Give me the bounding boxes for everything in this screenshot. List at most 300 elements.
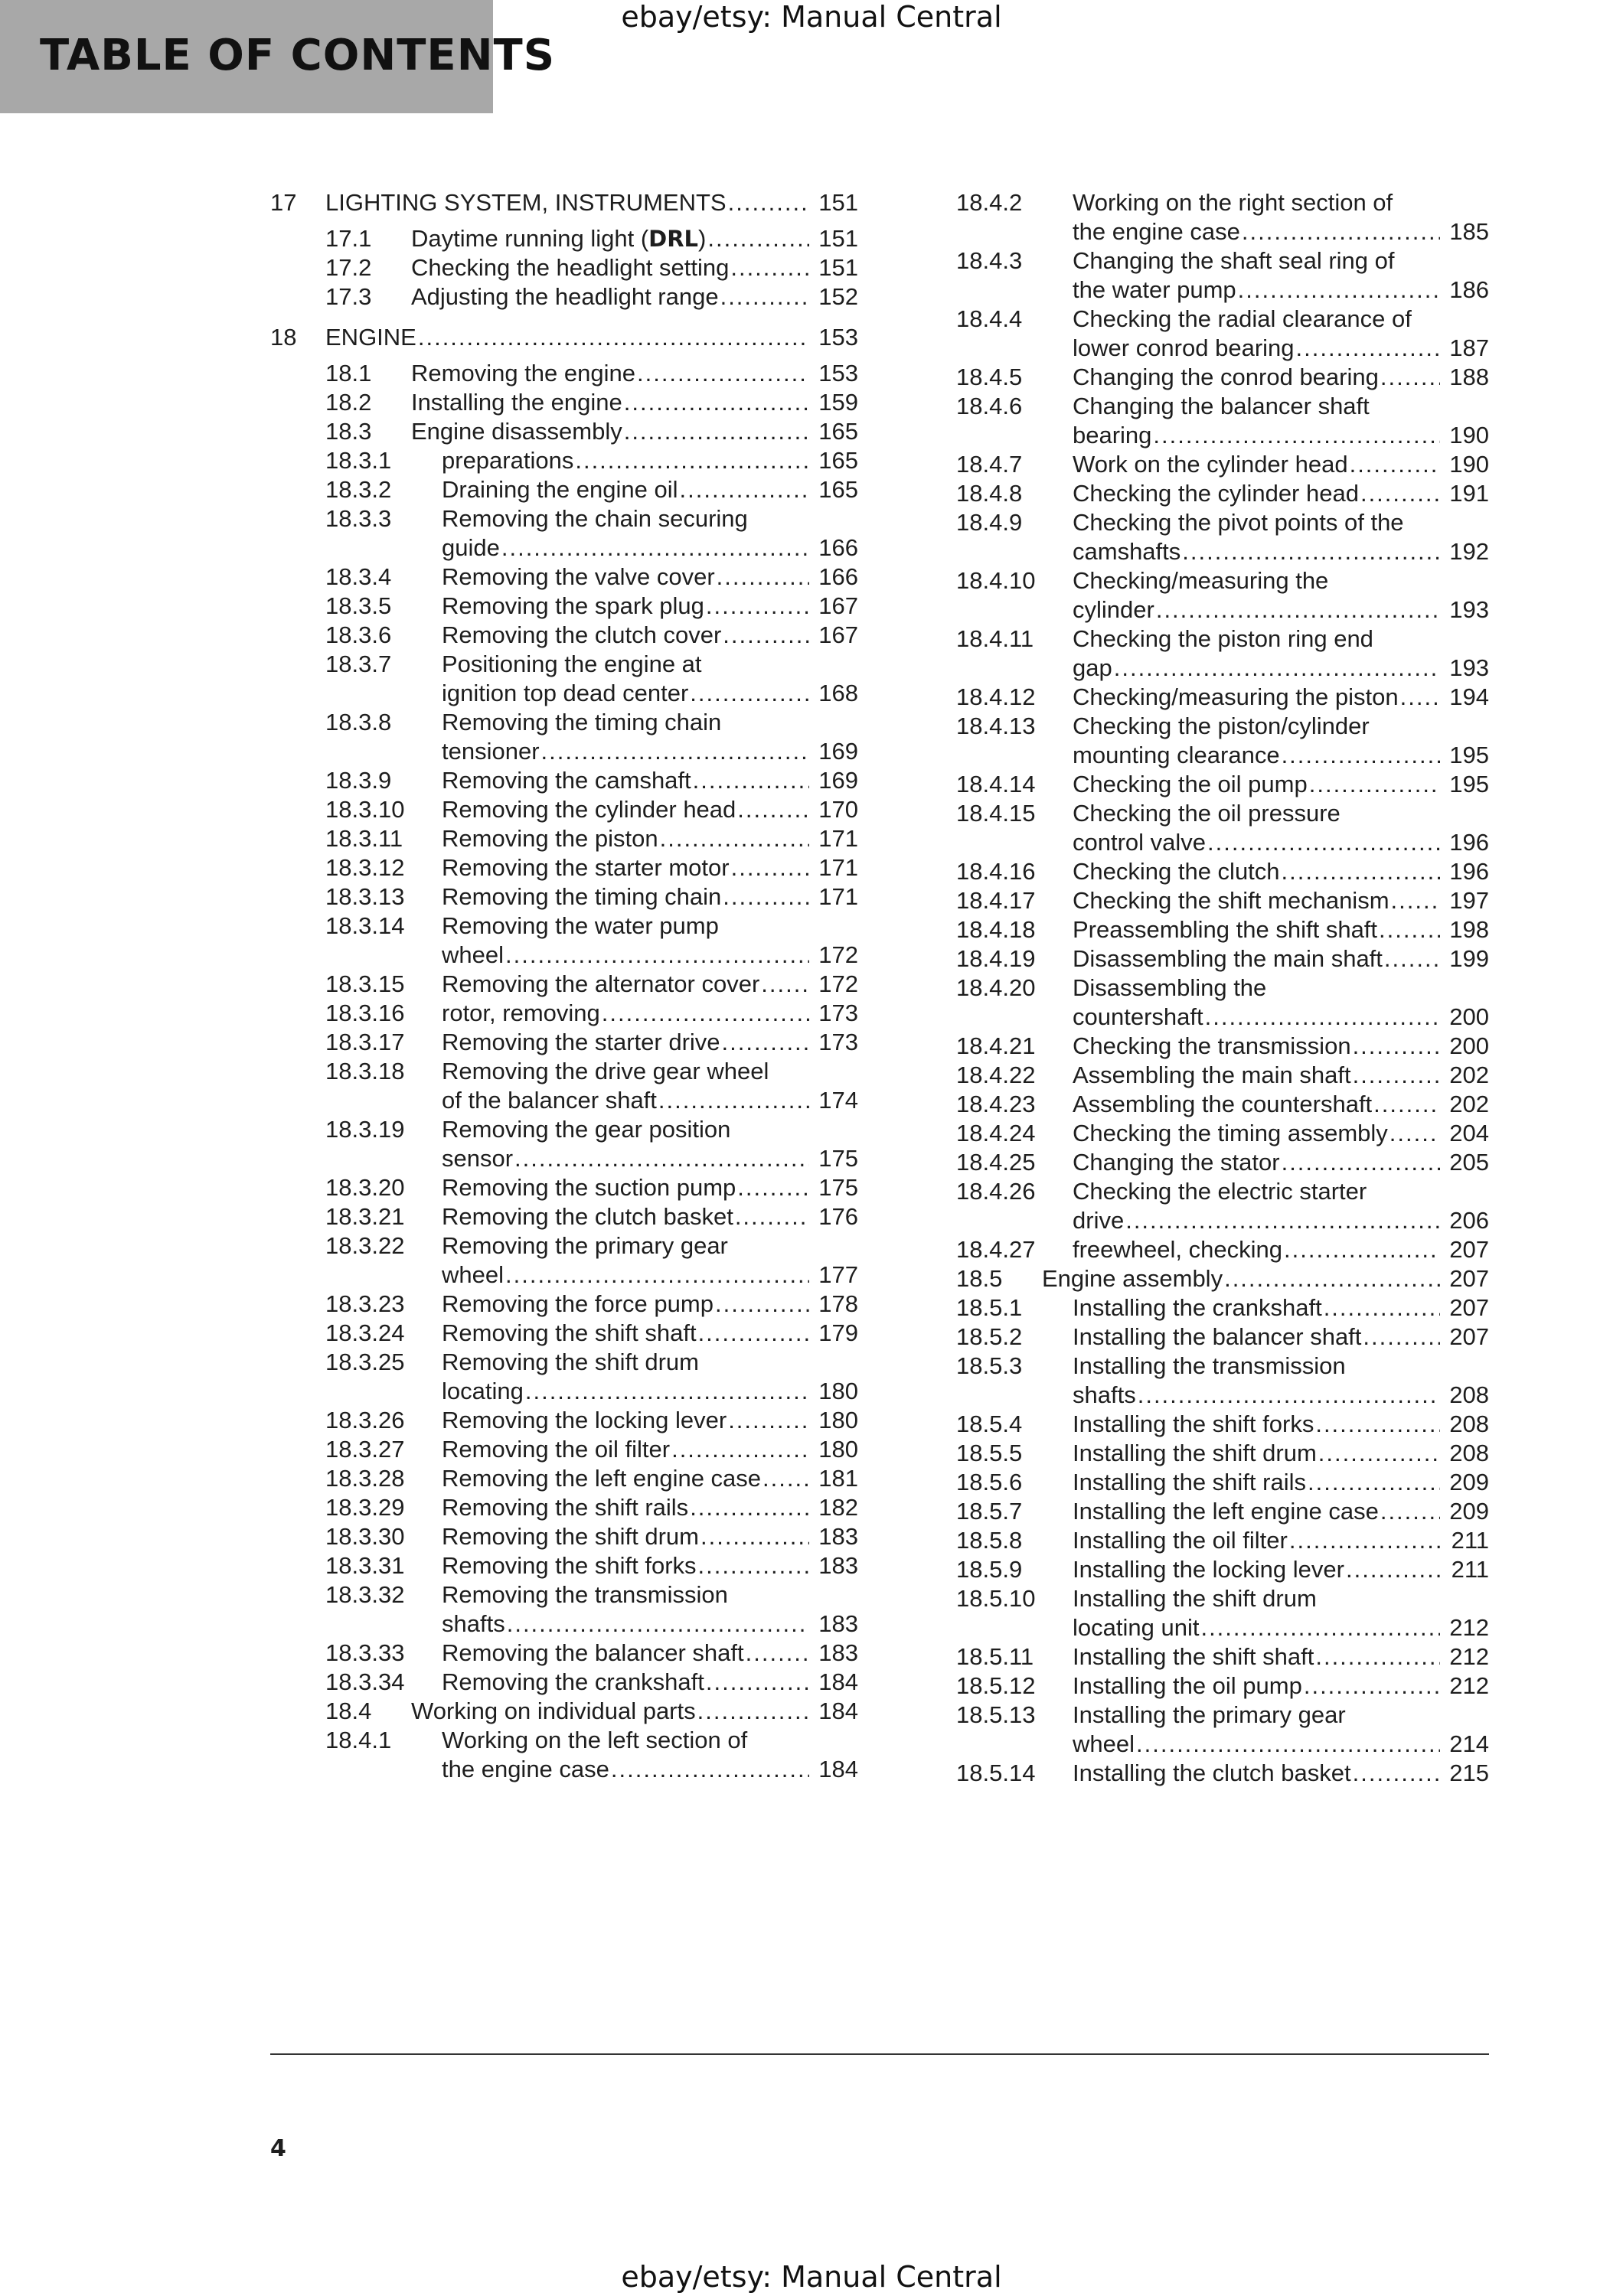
toc-entry[interactable] — [270, 1697, 858, 1726]
toc-entry-page: 180 — [818, 1378, 858, 1404]
dot-leader — [1353, 1759, 1440, 1788]
toc-entry[interactable] — [270, 323, 858, 352]
toc-entry[interactable] — [956, 1090, 1489, 1119]
toc-entry-title-line — [442, 737, 858, 766]
toc-entry-title: Removing the transmission — [442, 1581, 728, 1608]
toc-entry-title-line — [1073, 1555, 1489, 1584]
toc-entry-page: 188 — [1449, 364, 1489, 390]
toc-entry[interactable] — [270, 1580, 858, 1639]
toc-entry-page: 202 — [1449, 1091, 1489, 1117]
toc-entry[interactable] — [270, 1319, 858, 1348]
toc-entry-number: 18.5.1 — [956, 1294, 1023, 1321]
toc-entry-title-line — [1073, 1235, 1489, 1264]
dot-leader — [1114, 654, 1440, 683]
toc-entry-title: Checking/measuring the piston — [1073, 683, 1399, 710]
toc-entry[interactable] — [956, 712, 1489, 770]
toc-entry-title-cont: camshafts — [1073, 538, 1181, 565]
toc-entry-page: 196 — [1449, 829, 1489, 856]
toc-entry[interactable] — [956, 508, 1489, 566]
toc-entry-page: 192 — [1449, 538, 1489, 565]
toc-entry-title-line — [1073, 1584, 1489, 1613]
toc-entry-number: 18.5.13 — [956, 1701, 1036, 1728]
toc-entry[interactable] — [956, 1439, 1489, 1468]
toc-entry-title-line — [1073, 595, 1489, 625]
dot-leader — [1346, 1555, 1440, 1584]
dot-leader — [1400, 683, 1440, 712]
toc-entry-title-cont: sensor — [442, 1145, 514, 1172]
dot-leader — [658, 1086, 809, 1115]
toc-entry-page: 193 — [1449, 596, 1489, 623]
toc-entry-number: 18.5.5 — [956, 1440, 1023, 1466]
toc-entry-title: Removing the clutch cover — [442, 621, 722, 648]
toc-entry-title: Removing the force pump — [442, 1290, 714, 1317]
toc-entry[interactable] — [270, 188, 858, 217]
toc-entry[interactable] — [956, 915, 1489, 944]
toc-entry[interactable] — [270, 504, 858, 563]
toc-entry[interactable] — [270, 1290, 858, 1319]
toc-entry-number: 17.3 — [325, 283, 372, 310]
toc-entry[interactable] — [956, 450, 1489, 479]
toc-entry-title-line — [442, 621, 858, 650]
toc-entry-title-line — [1073, 944, 1489, 974]
toc-entry-number: 18.4.23 — [956, 1091, 1036, 1117]
toc-entry-number: 18.3.4 — [325, 563, 392, 590]
toc-entry-page: 197 — [1449, 887, 1489, 914]
toc-entry-number: 18.3.29 — [325, 1494, 405, 1521]
toc-entry-page: 183 — [818, 1552, 858, 1579]
dot-leader — [575, 446, 809, 475]
toc-entry-title: Checking the pivot points of the — [1073, 509, 1404, 536]
toc-entry-number: 18.3.5 — [325, 592, 392, 619]
toc-entry-title-cont: shafts — [442, 1610, 505, 1637]
toc-entry-title-line — [1073, 915, 1489, 944]
toc-entry-title-line — [442, 533, 858, 563]
toc-entry-page: 173 — [818, 1000, 858, 1026]
toc-entry-number: 17.1 — [325, 225, 372, 252]
dot-leader — [1238, 276, 1440, 305]
toc-entry[interactable] — [270, 359, 858, 388]
toc-entry[interactable] — [270, 1551, 858, 1580]
toc-entry-title-line — [442, 824, 858, 853]
toc-entry-number: 18.4.20 — [956, 974, 1036, 1001]
toc-entry-page: 173 — [818, 1029, 858, 1055]
toc-entry-title: Checking the shift mechanism — [1073, 887, 1390, 914]
dot-leader — [698, 1319, 809, 1348]
toc-entry-title-line — [1073, 1003, 1489, 1032]
toc-entry-title-line — [1073, 1642, 1489, 1671]
toc-entry[interactable] — [270, 882, 858, 912]
toc-entry-page: 152 — [818, 283, 858, 310]
toc-entry-page: 190 — [1449, 422, 1489, 448]
toc-entry-title-line — [442, 1551, 858, 1580]
toc-entry-title-cont: ignition top dead center — [442, 680, 689, 706]
dot-leader — [1282, 857, 1440, 886]
dot-leader — [737, 1173, 809, 1202]
toc-entry[interactable] — [270, 1493, 858, 1522]
toc-entry[interactable] — [270, 650, 858, 708]
toc-entry[interactable] — [270, 1464, 858, 1493]
toc-entry[interactable] — [270, 282, 858, 311]
dot-leader — [1373, 1090, 1440, 1119]
toc-entry-page: 168 — [818, 680, 858, 706]
toc-entry-number: 18.3.24 — [325, 1319, 405, 1346]
toc-entry-title: Checking the headlight setting — [411, 254, 730, 281]
toc-entry-title-line — [442, 1668, 858, 1697]
toc-entry-title: Removing the alternator cover — [442, 970, 760, 997]
toc-entry-title-line — [1073, 1032, 1489, 1061]
toc-entry[interactable] — [270, 999, 858, 1028]
toc-entry[interactable] — [956, 857, 1489, 886]
toc-entry-title-cont: the water pump — [1073, 276, 1236, 303]
toc-entry-title-line — [1073, 974, 1489, 1003]
toc-entry-number: 18.4.4 — [956, 305, 1023, 332]
toc-entry-number: 18.3.33 — [325, 1639, 405, 1666]
toc-entry[interactable] — [956, 188, 1489, 246]
toc-entry-number: 18.3.25 — [325, 1349, 405, 1375]
dot-leader — [501, 533, 809, 563]
toc-entry-number: 18.3.15 — [325, 970, 405, 997]
toc-entry-title-line — [1073, 654, 1489, 683]
toc-entry-title-line — [1073, 799, 1489, 828]
toc-entry[interactable] — [270, 1231, 858, 1290]
dot-leader — [722, 1028, 809, 1057]
toc-entry-title: Disassembling the main shaft — [1073, 945, 1383, 972]
dot-leader — [507, 1609, 809, 1639]
toc-entry-title: Checking the radial clearance of — [1073, 305, 1412, 332]
toc-right-column — [956, 188, 1489, 1788]
toc-entry[interactable] — [956, 683, 1489, 712]
toc-entry[interactable] — [956, 1468, 1489, 1497]
toc-entry[interactable] — [270, 1668, 858, 1697]
toc-entry-number: 18.4.17 — [956, 887, 1036, 914]
toc-entry-number: 17.2 — [325, 254, 372, 281]
toc-entry-title-cont: guide — [442, 534, 500, 561]
toc-entry[interactable] — [270, 1115, 858, 1173]
toc-entry-title-line — [1073, 566, 1489, 595]
toc-entry-page: 211 — [1451, 1556, 1489, 1583]
toc-entry-title: Draining the engine oil — [442, 476, 678, 503]
toc-entry-title-line — [442, 1028, 858, 1057]
toc-entry[interactable] — [956, 974, 1489, 1032]
toc-entry-title: Working on the right section of — [1073, 189, 1393, 216]
toc-entry[interactable] — [270, 1435, 858, 1464]
toc-entry-page: 202 — [1449, 1062, 1489, 1088]
toc-entry-number: 18.4.13 — [956, 713, 1036, 739]
toc-entry[interactable] — [956, 886, 1489, 915]
toc-entry-number: 18.3.7 — [325, 651, 392, 677]
toc-entry[interactable] — [956, 246, 1489, 305]
toc-entry-number: 18.1 — [325, 360, 372, 386]
toc-entry-title: Removing the oil filter — [442, 1436, 671, 1463]
toc-entry[interactable] — [956, 1555, 1489, 1584]
toc-entry[interactable] — [956, 1148, 1489, 1177]
toc-entry-title-line — [442, 941, 858, 970]
toc-entry-number: 18.3 — [325, 418, 372, 445]
toc-entry-title-line — [442, 1609, 858, 1639]
toc-entry-number: 18.4.12 — [956, 683, 1036, 710]
toc-entry[interactable] — [270, 1028, 858, 1057]
toc-entry-title: Removing the crankshaft — [442, 1668, 704, 1695]
toc-entry-title-line — [442, 446, 858, 475]
toc-entry-title-line — [1073, 508, 1489, 537]
toc-entry[interactable] — [270, 795, 858, 824]
toc-entry-number: 18.4.26 — [956, 1178, 1036, 1205]
toc-entry-number: 18.3.19 — [325, 1116, 405, 1143]
toc-entry-title: Engine disassembly — [411, 418, 622, 445]
toc-entry[interactable] — [956, 566, 1489, 625]
toc-entry-title-line — [411, 359, 858, 388]
toc-entry-number: 18.3.17 — [325, 1029, 405, 1055]
dot-leader — [690, 1493, 809, 1522]
toc-entry-title-line — [411, 224, 858, 253]
toc-entry[interactable] — [270, 853, 858, 882]
toc-entry-title: Removing the shift forks — [442, 1552, 697, 1579]
dot-leader — [706, 592, 809, 621]
toc-entry-page: 207 — [1449, 1323, 1489, 1350]
toc-entry-number: 18.5.6 — [956, 1469, 1023, 1495]
toc-entry-page: 208 — [1449, 1381, 1489, 1408]
toc-entry-title-line — [1073, 1061, 1489, 1090]
toc-entry-page: 195 — [1449, 742, 1489, 768]
dot-leader — [1200, 1613, 1440, 1642]
dot-leader — [707, 224, 809, 253]
toc-entry[interactable] — [956, 1177, 1489, 1235]
toc-entry-page: 165 — [818, 476, 858, 503]
dot-leader — [660, 824, 809, 853]
page-title: TABLE OF CONTENTS — [40, 31, 556, 80]
toc-entry-title: Checking/measuring the — [1073, 567, 1329, 594]
toc-entry[interactable] — [270, 1522, 858, 1551]
toc-entry-title-line — [1073, 1497, 1489, 1526]
toc-entry-page: 191 — [1449, 480, 1489, 507]
toc-entry[interactable] — [270, 446, 858, 475]
dot-leader — [1205, 1003, 1440, 1032]
toc-entry-title: Working on individual parts — [411, 1698, 696, 1724]
toc-entry[interactable] — [956, 1410, 1489, 1439]
toc-entry-title: Removing the shift drum — [442, 1523, 699, 1550]
dot-leader — [624, 388, 809, 417]
toc-entry-title: Removing the piston — [442, 825, 658, 852]
toc-entry[interactable] — [956, 363, 1489, 392]
toc-entry-page: 151 — [818, 189, 858, 216]
toc-entry-title: Changing the shaft seal ring of — [1073, 247, 1395, 274]
toc-entry[interactable] — [956, 392, 1489, 450]
toc-entry[interactable] — [956, 1235, 1489, 1264]
page-number: 4 — [270, 2135, 286, 2162]
toc-entry-title-cont: lower conrod bearing — [1073, 334, 1295, 361]
dot-leader — [680, 475, 810, 504]
toc-entry[interactable] — [270, 1406, 858, 1435]
toc-entry-page: 153 — [818, 324, 858, 351]
toc-entry-page: 194 — [1449, 683, 1489, 710]
toc-entry-page: 184 — [818, 1698, 858, 1724]
toc-entry-page: 204 — [1449, 1120, 1489, 1146]
dot-leader — [1282, 741, 1440, 770]
toc-entry-title-line — [442, 1493, 858, 1522]
toc-entry-title-cont: shafts — [1073, 1381, 1136, 1408]
toc-entry-number: 18.3.23 — [325, 1290, 405, 1317]
toc-entry-number: 18.5.3 — [956, 1352, 1023, 1379]
toc-entry-number: 18.3.8 — [325, 709, 392, 735]
dot-leader — [1138, 1381, 1440, 1410]
toc-entry-title: Removing the primary gear — [442, 1232, 728, 1259]
toc-entry-title-line — [1073, 770, 1489, 799]
toc-entry-title-line — [442, 1377, 858, 1406]
dot-leader — [720, 282, 809, 311]
toc-entry-number: 18.4 — [325, 1698, 372, 1724]
toc-entry[interactable] — [270, 563, 858, 592]
toc-entry-title: ENGINE — [325, 324, 416, 351]
toc-entry-title-line — [442, 1726, 858, 1755]
toc-entry-title-line — [442, 679, 858, 708]
toc-entry-page: 175 — [818, 1145, 858, 1172]
toc-entry[interactable] — [956, 799, 1489, 857]
toc-entry-title-line — [442, 1290, 858, 1319]
toc-entry-number: 18.3.6 — [325, 621, 392, 648]
toc-entry[interactable] — [270, 224, 858, 253]
toc-entry-number: 18.5.4 — [956, 1411, 1023, 1437]
toc-entry-number: 18.4.2 — [956, 189, 1023, 216]
toc-entry-number: 18.4.21 — [956, 1032, 1036, 1059]
toc-entry-title: Assembling the countershaft — [1073, 1091, 1373, 1117]
toc-entry-title-line — [1073, 276, 1489, 305]
toc-entry-title-line — [442, 1057, 858, 1086]
toc-entry-number: 17 — [270, 189, 297, 216]
toc-entry[interactable] — [956, 1671, 1489, 1701]
toc-entry-title: Installing the oil pump — [1073, 1672, 1302, 1699]
toc-entry-title: Changing the conrod bearing — [1073, 364, 1379, 390]
toc-entry-title: Removing the chain securing — [442, 505, 748, 532]
toc-entry[interactable] — [270, 1173, 858, 1202]
toc-entry[interactable] — [956, 1322, 1489, 1352]
toc-entry[interactable] — [956, 770, 1489, 799]
toc-entry[interactable] — [270, 1057, 858, 1115]
dot-leader — [698, 1551, 809, 1580]
toc-entry-title-line — [1073, 1177, 1489, 1206]
toc-entry[interactable] — [270, 1726, 858, 1784]
toc-entry[interactable] — [270, 1639, 858, 1668]
toc-entry-title-line — [411, 1697, 858, 1726]
toc-entry-page: 209 — [1449, 1498, 1489, 1525]
dot-leader — [746, 1639, 809, 1668]
toc-entry-number: 18.4.8 — [956, 480, 1023, 507]
toc-entry-page: 170 — [818, 796, 858, 823]
toc-entry-number: 18 — [270, 324, 297, 351]
toc-entry-title-part: ) — [698, 225, 707, 252]
toc-entry-title-line — [1073, 1526, 1489, 1555]
toc-entry-title-line — [442, 1406, 858, 1435]
toc-entry-title: preparations — [442, 447, 574, 474]
toc-entry[interactable] — [956, 1032, 1489, 1061]
toc-entry[interactable] — [956, 1293, 1489, 1322]
toc-entry[interactable] — [956, 1497, 1489, 1526]
dot-leader — [1304, 1671, 1440, 1701]
toc-entry[interactable] — [956, 1119, 1489, 1148]
toc-entry[interactable] — [270, 592, 858, 621]
dot-leader — [541, 737, 809, 766]
toc-entry-page: 171 — [818, 854, 858, 881]
toc-entry-title: Removing the left engine case — [442, 1465, 762, 1492]
toc-entry[interactable] — [956, 1061, 1489, 1090]
toc-entry-number: 18.4.7 — [956, 451, 1023, 478]
toc-entry-title-line — [1073, 1613, 1489, 1642]
toc-entry[interactable] — [956, 625, 1489, 683]
toc-entry[interactable] — [956, 479, 1489, 508]
toc-entry-title: Installing the shift drum — [1073, 1585, 1317, 1612]
toc-entry-title: freewheel, checking — [1073, 1236, 1282, 1263]
toc-entry-page: 175 — [818, 1174, 858, 1201]
toc-entry-title-line — [1073, 1671, 1489, 1701]
toc-entry[interactable] — [956, 1642, 1489, 1671]
toc-entry[interactable] — [270, 824, 858, 853]
dot-leader — [1315, 1642, 1440, 1671]
toc-entry-number: 18.4.18 — [956, 916, 1036, 943]
toc-entry[interactable] — [956, 1701, 1489, 1759]
dot-leader — [1136, 1730, 1440, 1759]
toc-entry[interactable] — [270, 253, 858, 282]
toc-entry[interactable] — [956, 1264, 1489, 1293]
toc-entry[interactable] — [270, 388, 858, 417]
toc-entry-title-line — [442, 999, 858, 1028]
toc-entry[interactable] — [956, 1584, 1489, 1642]
toc-entry[interactable] — [956, 944, 1489, 974]
dot-leader — [1242, 217, 1440, 246]
toc-entry-title-cont: cylinder — [1073, 596, 1154, 623]
toc-entry-title-line — [1073, 1730, 1489, 1759]
toc-entry[interactable] — [956, 1526, 1489, 1555]
toc-entry[interactable] — [270, 417, 858, 446]
toc-entry[interactable] — [956, 1759, 1489, 1788]
toc-entry[interactable] — [270, 621, 858, 650]
toc-entry[interactable] — [270, 708, 858, 766]
toc-entry-title-cont: countershaft — [1073, 1003, 1203, 1030]
toc-entry[interactable] — [270, 1348, 858, 1406]
toc-entry-title-line — [442, 1319, 858, 1348]
toc-entry-number: 18.4.16 — [956, 858, 1036, 885]
toc-entry-title-cont: locating unit — [1073, 1614, 1200, 1641]
dot-leader — [671, 1435, 809, 1464]
dot-leader — [723, 621, 809, 650]
toc-entry-number: 18.3.10 — [325, 796, 405, 823]
toc-entry[interactable] — [270, 475, 858, 504]
toc-entry-number: 18.3.13 — [325, 883, 405, 910]
dot-leader — [1353, 1032, 1440, 1061]
toc-entry[interactable] — [270, 766, 858, 795]
toc-entry-number: 18.4.5 — [956, 364, 1023, 390]
toc-entry-title-line — [442, 1261, 858, 1290]
toc-entry[interactable] — [270, 1202, 858, 1231]
dot-leader — [624, 417, 809, 446]
toc-entry-number: 18.4.14 — [956, 771, 1036, 797]
dot-leader — [1379, 915, 1440, 944]
toc-entry-title-line — [1073, 1090, 1489, 1119]
toc-entry[interactable] — [956, 305, 1489, 363]
toc-entry-title: Work on the cylinder head — [1073, 451, 1348, 478]
toc-entry-page: 153 — [818, 360, 858, 386]
toc-entry-title-line — [1073, 392, 1489, 421]
toc-entry[interactable] — [270, 912, 858, 970]
toc-entry-title-cont: tensioner — [442, 738, 540, 765]
toc-entry[interactable] — [956, 1352, 1489, 1410]
toc-entry-page: 165 — [818, 447, 858, 474]
watermark-top: ebay/etsy: Manual Central — [621, 0, 1002, 34]
toc-entry[interactable] — [270, 970, 858, 999]
toc-entry-title-line — [442, 650, 858, 679]
toc-entry-page: 184 — [818, 1668, 858, 1695]
toc-entry-number: 18.3.26 — [325, 1407, 405, 1433]
toc-entry-page: 174 — [818, 1087, 858, 1114]
toc-entry-page: 171 — [818, 883, 858, 910]
